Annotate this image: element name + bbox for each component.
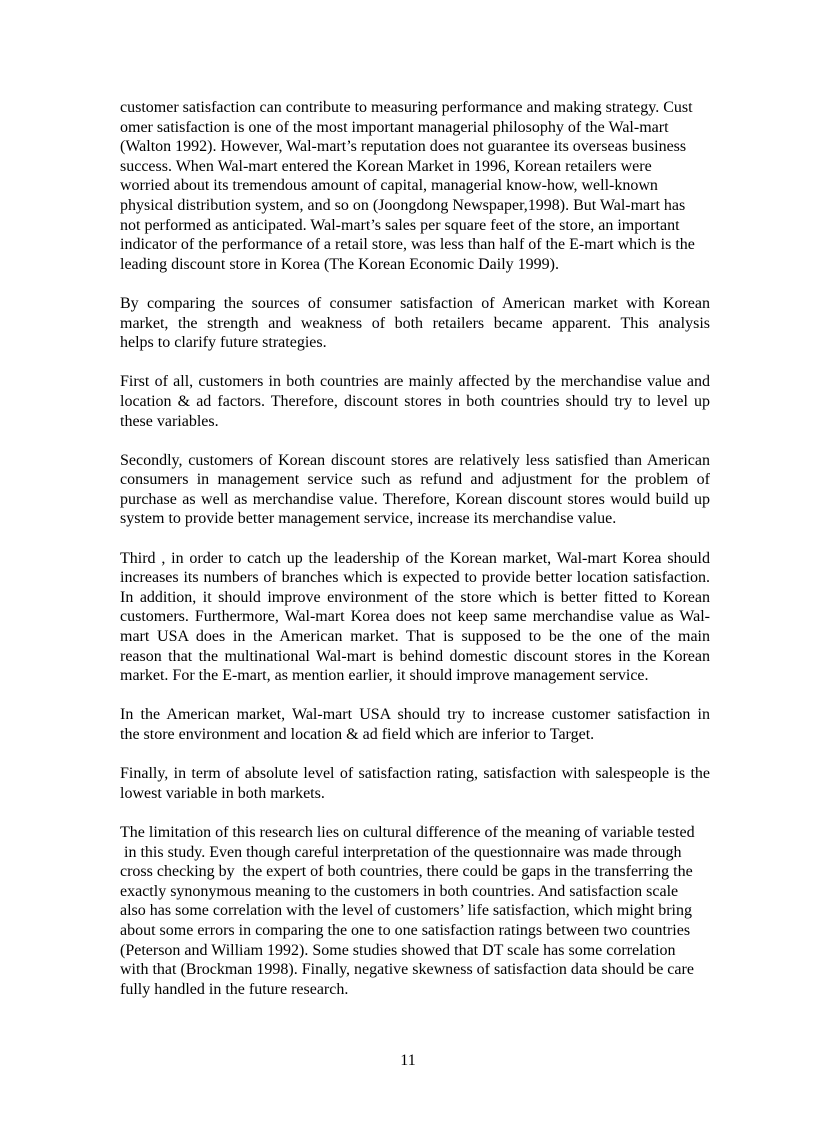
paragraph (120, 294, 710, 353)
text-line: In addition, it should improve environment of the store which is better fitted to Korean (120, 588, 710, 606)
text-line: lowest variable in both markets. (120, 784, 325, 802)
text-line: location & ad factors. Therefore, discount stores in both countries should try to level up (120, 392, 710, 410)
text-line: The limitation of this research lies on cultural difference of the meaning of variable tested (120, 823, 695, 841)
text-line: with that (Brockman 1998). Finally, negative skewness of satisfaction data should be care (120, 961, 694, 979)
text-line: customers. Furthermore, Wal-mart Korea does not keep same merchandise value as Wal- (120, 608, 710, 626)
text-line: system to provide better management service, increase its merchandise value. (120, 510, 617, 528)
paragraph (120, 98, 710, 274)
text-line: cross checking by the expert of both countries, there could be gaps in the transferring the (120, 863, 693, 881)
text-line: physical distribution system, and so on (Joongdong Newspaper,1998). But Wal-mart has (120, 196, 686, 214)
text-line: leading discount store in Korea (The Korean Economic Daily 1999). (120, 255, 559, 273)
text-line: the store environment and location & ad field which are inferior to Target. (120, 726, 595, 743)
text-line: purchase as well as merchandise value. Therefore, Korean discount stores would build up (120, 490, 710, 508)
page-number: 11 (400, 1052, 416, 1069)
paragraph (120, 764, 710, 803)
text-line: fully handled in the future research. (120, 980, 349, 998)
text-line: also has some correlation with the level of customers’ life satisfaction, which might bring (120, 902, 692, 920)
text-line: indicator of the performance of a retail store, was less than half of the E-mart which is the (120, 236, 695, 254)
paragraph (120, 823, 710, 999)
text-line: about some errors in comparing the one to one satisfaction ratings between two countries (120, 921, 691, 939)
paragraph (120, 372, 710, 431)
text-line: Finally, in term of absolute level of satisfaction rating, satisfaction with salespeople is the (120, 765, 710, 783)
text-line: By comparing the sources of consumer satisfaction of American market with Korean (120, 294, 710, 312)
text-line: (Peterson and William 1992). Some studies showed that DT scale has some correlation (120, 941, 676, 959)
paragraph (120, 451, 710, 529)
text-line: success. When Wal-mart entered the Korean Market in 1996, Korean retailers were (120, 157, 652, 175)
paragraph (120, 549, 710, 686)
text-line: consumers in management service such as refund and adjustment for the problem of (120, 471, 710, 489)
text-line: Secondly, customers of Korean discount stores are relatively less satisfied than American (120, 451, 710, 469)
text-line: mart USA does in the American market. That is supposed to be the one of the main (120, 628, 710, 646)
text-line: (Walton 1992). However, Wal-mart’s reputation does not guarantee its overseas business (120, 138, 687, 156)
text-line: not performed as anticipated. Wal-mart’s sales per square feet of the store, an important (120, 216, 680, 234)
text-line: in this study. Even though careful interpretation of the questionnaire was made through (120, 843, 682, 861)
paragraph (120, 705, 710, 744)
text-line: customer satisfaction can contribute to measuring performance and making strategy. Cust (120, 99, 693, 116)
text-line: increases its numbers of branches which is expected to provide better location satisfaction. (120, 569, 710, 587)
text-line: helps to clarify future strategies. (120, 334, 327, 352)
text-line: In the American market, Wal-mart USA should try to increase customer satisfaction in (120, 706, 710, 724)
text-line: Third , in order to catch up the leadership of the Korean market, Wal-mart Korea should (120, 549, 710, 567)
text-line: exactly synonymous meaning to the customers in both countries. And satisfaction scale (120, 882, 679, 900)
text-line: market, the strength and weakness of both retailers became apparent. This analysis (120, 314, 710, 332)
text-line: omer satisfaction is one of the most important managerial philosophy of the Wal-mart (120, 118, 669, 136)
text-line: First of all, customers in both countries are mainly affected by the merchandise value and (120, 373, 710, 391)
text-line: worried about its tremendous amount of capital, managerial know-how, well-known (120, 177, 658, 195)
text-line: these variables. (120, 412, 219, 430)
document-body (120, 98, 710, 1019)
text-line: reason that the multinational Wal-mart is behind domestic discount stores in the Korean (120, 647, 710, 665)
text-line: market. For the E-mart, as mention earlier, it should improve management service. (120, 667, 649, 685)
